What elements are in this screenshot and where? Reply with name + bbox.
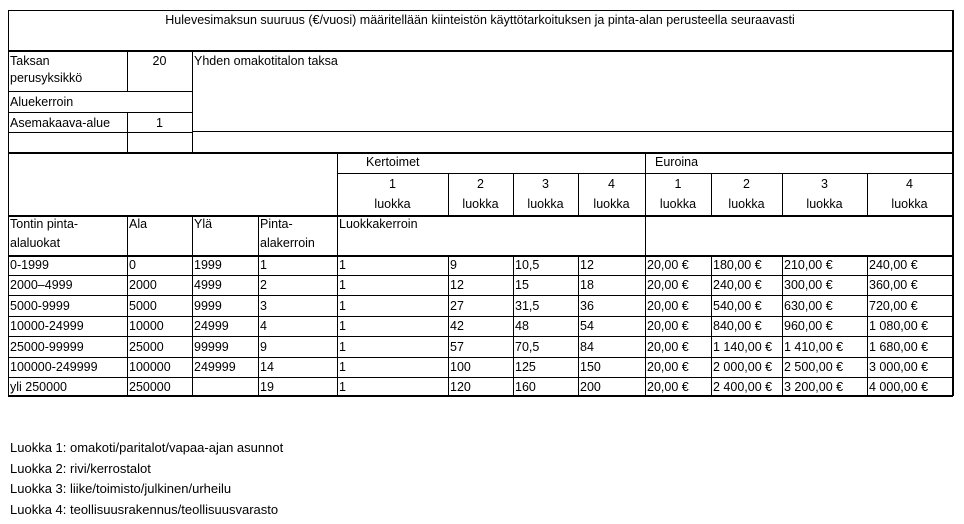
cell-class-2-euro: 1 140,00 € [713,339,773,354]
cell-area-min: 250000 [129,380,171,395]
cell-class-3-euro: 630,00 € [784,298,833,313]
euro-class-2-word: luokka [728,197,765,211]
cell-class-3-factor: 48 [515,319,529,334]
cell-area-min: 0 [129,258,136,272]
col-min: Ala [129,217,148,231]
coef-class-4-word: luokka [593,197,630,211]
coef-class-3-num: 3 [542,177,549,191]
cell-area-min: 100000 [129,360,171,374]
area-factor-row-label: Asemakaava-alue [10,116,111,130]
cell-class-4-euro: 1 080,00 € [869,319,929,334]
cell-class-3-euro: 2 500,00 € [784,360,844,374]
cell-class-1-euro: 20,00 € [647,278,689,293]
cell-area-factor: 4 [260,319,267,334]
cell-area-factor: 2 [260,278,267,293]
area-factor-label: Aluekerroin [10,95,74,109]
cell-class-2-factor: 100 [450,360,471,374]
cell-area-max: 4999 [194,278,222,293]
cell-area-factor: 19 [260,380,274,395]
cell-class-3-factor: 15 [515,278,529,293]
cell-area-min: 2000 [129,278,157,293]
euro-class-3-num: 3 [821,177,828,191]
cell-class-3-euro: 210,00 € [784,258,833,272]
grid-line [8,275,952,276]
cell-class-4-factor: 12 [580,258,594,272]
fee-table [8,10,952,396]
area-factor-value: 1 [156,116,163,130]
base-label-line2: perusyksikkö [10,71,83,85]
cell-class-3-factor: 10,5 [515,258,540,272]
base-value: 20 [152,54,167,68]
col-plot-line1: Tontin pinta- [10,217,79,231]
grid-line [8,377,952,378]
note-class-1: Luokka 1: omakoti/paritalot/vapaa-ajan asunnot [10,440,284,455]
cell-class-1-factor: 1 [339,319,346,334]
cell-class-3-factor: 125 [515,360,536,374]
cell-class-4-euro: 3 000,00 € [869,360,929,374]
cell-class-1-euro: 20,00 € [647,380,689,395]
cell-class-1-euro: 20,00 € [647,298,689,313]
cell-area-max: 24999 [194,319,229,334]
note-class-3: Luokka 3: liike/toimisto/julkinen/urheilu [10,481,232,496]
euro-class-3-word: luokka [806,197,843,211]
cell-plot-range: 2000–4999 [10,278,73,293]
cell-class-4-euro: 360,00 € [869,278,918,293]
coef-class-1-word: luokka [374,197,411,211]
grid-line [952,10,954,396]
cell-area-factor: 3 [260,298,267,313]
cell-area-max: 9999 [194,298,222,313]
cell-class-3-factor: 70,5 [515,339,540,354]
base-description: Yhden omakotitalon taksa [194,54,338,68]
grid-line [8,152,952,154]
cell-class-1-factor: 1 [339,258,346,272]
cell-area-min: 5000 [129,298,157,313]
col-class-factor: Luokkakerroin [339,217,418,231]
cell-class-4-factor: 200 [580,380,601,395]
grid-line [8,10,953,11]
euro-class-1-num: 1 [674,177,682,191]
grid-line [8,215,952,217]
cell-class-1-euro: 20,00 € [647,319,689,334]
cell-class-2-factor: 42 [450,319,464,334]
cell-area-factor: 14 [260,360,274,374]
cell-class-4-euro: 240,00 € [869,258,918,272]
cell-class-3-factor: 31,5 [515,298,540,313]
table-title: Hulevesimaksun suuruus (€/vuosi) määritellään kiinteistön käyttötarkoituksen ja pinta-alan perusteella seuraavasti [165,13,795,27]
cell-class-1-factor: 1 [339,298,346,313]
cell-area-factor: 9 [260,339,267,354]
cell-plot-range: yli 250000 [10,380,67,395]
grid-line [8,255,952,257]
cell-class-3-factor: 160 [515,380,536,395]
coef-class-1-num: 1 [389,177,396,191]
cell-class-4-euro: 4 000,00 € [869,380,929,395]
cell-class-2-factor: 57 [450,339,464,354]
grid-line [8,336,952,337]
grid-line [8,295,952,296]
grid-line [8,357,952,358]
cell-class-4-factor: 84 [580,339,594,354]
coef-class-3-word: luokka [527,197,564,211]
cell-class-4-factor: 18 [580,278,594,293]
cell-class-3-euro: 300,00 € [784,278,833,293]
cell-plot-range: 25000-99999 [10,339,84,354]
cell-class-1-euro: 20,00 € [647,339,689,354]
note-class-4: Luokka 4: teollisuusrakennus/teollisuusvarasto [10,501,279,517]
grid-line [8,91,192,92]
col-factor-line2: alakerroin [260,236,315,250]
coef-class-2-word: luokka [462,197,499,211]
class-notes [10,438,283,520]
cell-class-2-factor: 12 [450,278,464,293]
cell-class-4-factor: 36 [580,298,594,313]
grid-line [8,112,192,113]
euro-class-4-num: 4 [906,177,913,191]
euro-class-2-num: 2 [743,177,750,191]
cell-class-2-euro: 840,00 € [713,319,762,334]
cell-class-4-factor: 54 [580,319,594,334]
cell-class-1-factor: 1 [339,360,346,374]
cell-area-max: 99999 [194,339,229,354]
base-label-line1: Taksan [10,54,50,68]
group-coefficients: Kertoimet [366,155,420,169]
coef-class-2-num: 2 [477,177,484,191]
cell-class-2-factor: 27 [450,298,464,313]
cell-class-1-factor: 1 [339,339,346,354]
cell-area-min: 25000 [129,339,164,354]
group-euros: Euroina [655,155,699,169]
euro-class-1-word: luokka [659,197,697,211]
cell-area-min: 10000 [129,319,164,334]
coef-class-4-num: 4 [608,177,615,191]
cell-area-max: 1999 [194,258,222,272]
cell-class-1-euro: 20,00 € [647,258,689,272]
cell-class-4-euro: 720,00 € [869,298,918,313]
cell-class-2-euro: 2 000,00 € [713,360,773,374]
cell-plot-range: 10000-24999 [10,319,84,334]
grid-line [192,131,952,132]
cell-class-2-factor: 9 [450,258,457,272]
col-factor-line1: Pinta- [260,217,293,231]
col-plot-line2: alaluokat [10,236,61,250]
euro-class-4-word: luokka [891,197,928,211]
cell-class-3-euro: 1 410,00 € [784,339,844,354]
cell-class-4-factor: 150 [580,360,601,374]
cell-class-2-euro: 240,00 € [713,278,762,293]
cell-class-2-factor: 120 [450,380,471,395]
grid-line [8,50,952,52]
cell-area-max: 249999 [194,360,236,374]
cell-plot-range: 100000-249999 [10,360,98,374]
cell-class-1-factor: 1 [339,380,346,395]
col-max: Ylä [194,217,213,231]
cell-area-factor: 1 [260,258,267,272]
cell-class-3-euro: 960,00 € [784,319,833,334]
cell-class-3-euro: 3 200,00 € [784,380,844,395]
cell-class-1-factor: 1 [339,278,346,293]
grid-line [8,132,192,133]
cell-plot-range: 5000-9999 [10,298,70,313]
grid-line [8,316,952,317]
cell-class-1-euro: 20,00 € [647,360,689,374]
cell-class-4-euro: 1 680,00 € [869,339,929,354]
cell-class-2-euro: 2 400,00 € [713,380,773,395]
cell-class-2-euro: 180,00 € [713,258,762,272]
cell-plot-range: 0-1999 [10,258,49,272]
note-class-2: Luokka 2: rivi/kerrostalot [10,460,151,476]
cell-class-2-euro: 540,00 € [713,298,762,313]
